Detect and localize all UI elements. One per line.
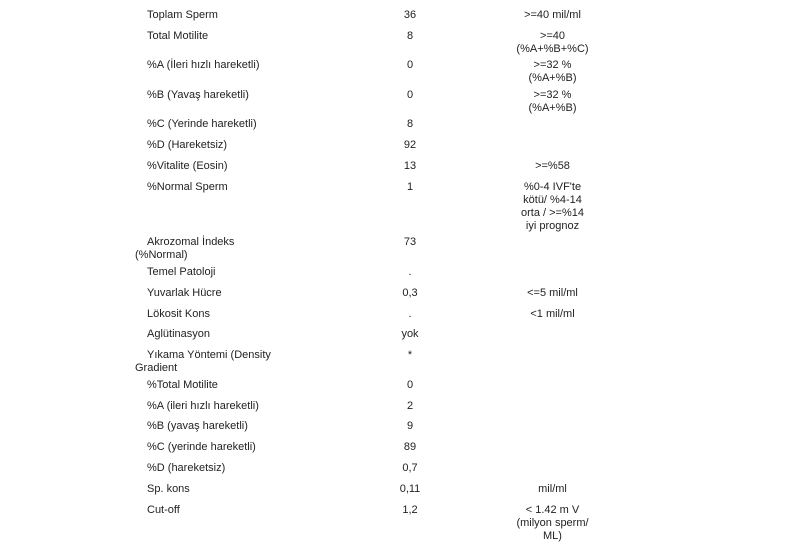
parameter-name: %D (Hareketsiz) <box>147 139 228 151</box>
parameter-name: Yuvarlak Hücre <box>147 287 222 299</box>
reference-range: >=40 (%A+%B+%C) <box>516 30 589 55</box>
parameter-name: Toplam Sperm <box>147 9 218 21</box>
result-value: 36 <box>403 9 417 21</box>
parameter-name: Aglütinasyon <box>147 328 210 340</box>
result-value: . <box>408 308 412 320</box>
parameter-name: Lökosit Kons <box>147 308 210 320</box>
result-value: 0 <box>406 59 414 71</box>
reference-range: >=%58 <box>535 160 570 172</box>
parameter-name: %Normal Sperm <box>147 181 228 193</box>
parameter-name: %A (ileri hızlı hareketli) <box>147 400 259 412</box>
reference-range: <=5 mil/ml <box>527 287 578 299</box>
parameter-name: %Vitalite (Eosin) <box>147 160 228 172</box>
result-value: 0 <box>406 379 414 391</box>
result-value: 9 <box>406 420 414 432</box>
parameter-name: Temel Patoloji <box>147 266 216 278</box>
result-value: 0,7 <box>402 462 418 474</box>
parameter-name: %Total Motilite <box>147 379 218 391</box>
reference-range: %0-4 IVF'te kötü/ %4-14 orta / >=%14 iyi prognoz <box>521 181 584 232</box>
result-value: 0 <box>406 89 414 101</box>
parameter-name: %A (İleri hızlı hareketli) <box>147 59 260 71</box>
reference-range: < 1.42 m V (milyon sperm/ ML) <box>516 504 589 542</box>
result-value: 13 <box>403 160 417 172</box>
result-value: * <box>407 349 413 361</box>
reference-range: >=32 % (%A+%B) <box>528 59 577 84</box>
parameter-name: %C (yerinde hareketli) <box>147 441 256 453</box>
parameter-name: %D (hareketsiz) <box>147 462 226 474</box>
parameter-name: %B (Yavaş hareketli) <box>147 89 249 101</box>
reference-range: >=40 mil/ml <box>524 9 581 21</box>
result-value: 1 <box>406 181 414 193</box>
result-value: 1,2 <box>402 504 418 516</box>
parameter-name: %B (yavaş hareketli) <box>147 420 248 432</box>
reference-range: <1 mil/ml <box>530 308 575 320</box>
result-value: 8 <box>406 118 414 130</box>
result-value: 0,11 <box>399 483 421 495</box>
result-value: 73 <box>403 236 417 248</box>
reference-range: mil/ml <box>538 483 567 495</box>
reference-range: >=32 % (%A+%B) <box>528 89 577 114</box>
parameter-name: Sp. kons <box>147 483 190 495</box>
result-value: 92 <box>403 139 417 151</box>
parameter-name: Akrozomal İndeks (%Normal) <box>135 236 235 261</box>
result-value: 0,3 <box>402 287 418 299</box>
result-value: . <box>408 266 412 278</box>
result-value: yok <box>401 328 419 340</box>
parameter-name: Cut-off <box>147 504 180 516</box>
result-value: 2 <box>406 400 414 412</box>
result-value: 8 <box>406 30 414 42</box>
parameter-name: %C (Yerinde hareketli) <box>147 118 257 130</box>
parameter-name: Yıkama Yöntemi (Density Gradient <box>135 349 271 374</box>
parameter-name: Total Motilite <box>147 30 209 42</box>
result-value: 89 <box>403 441 417 453</box>
